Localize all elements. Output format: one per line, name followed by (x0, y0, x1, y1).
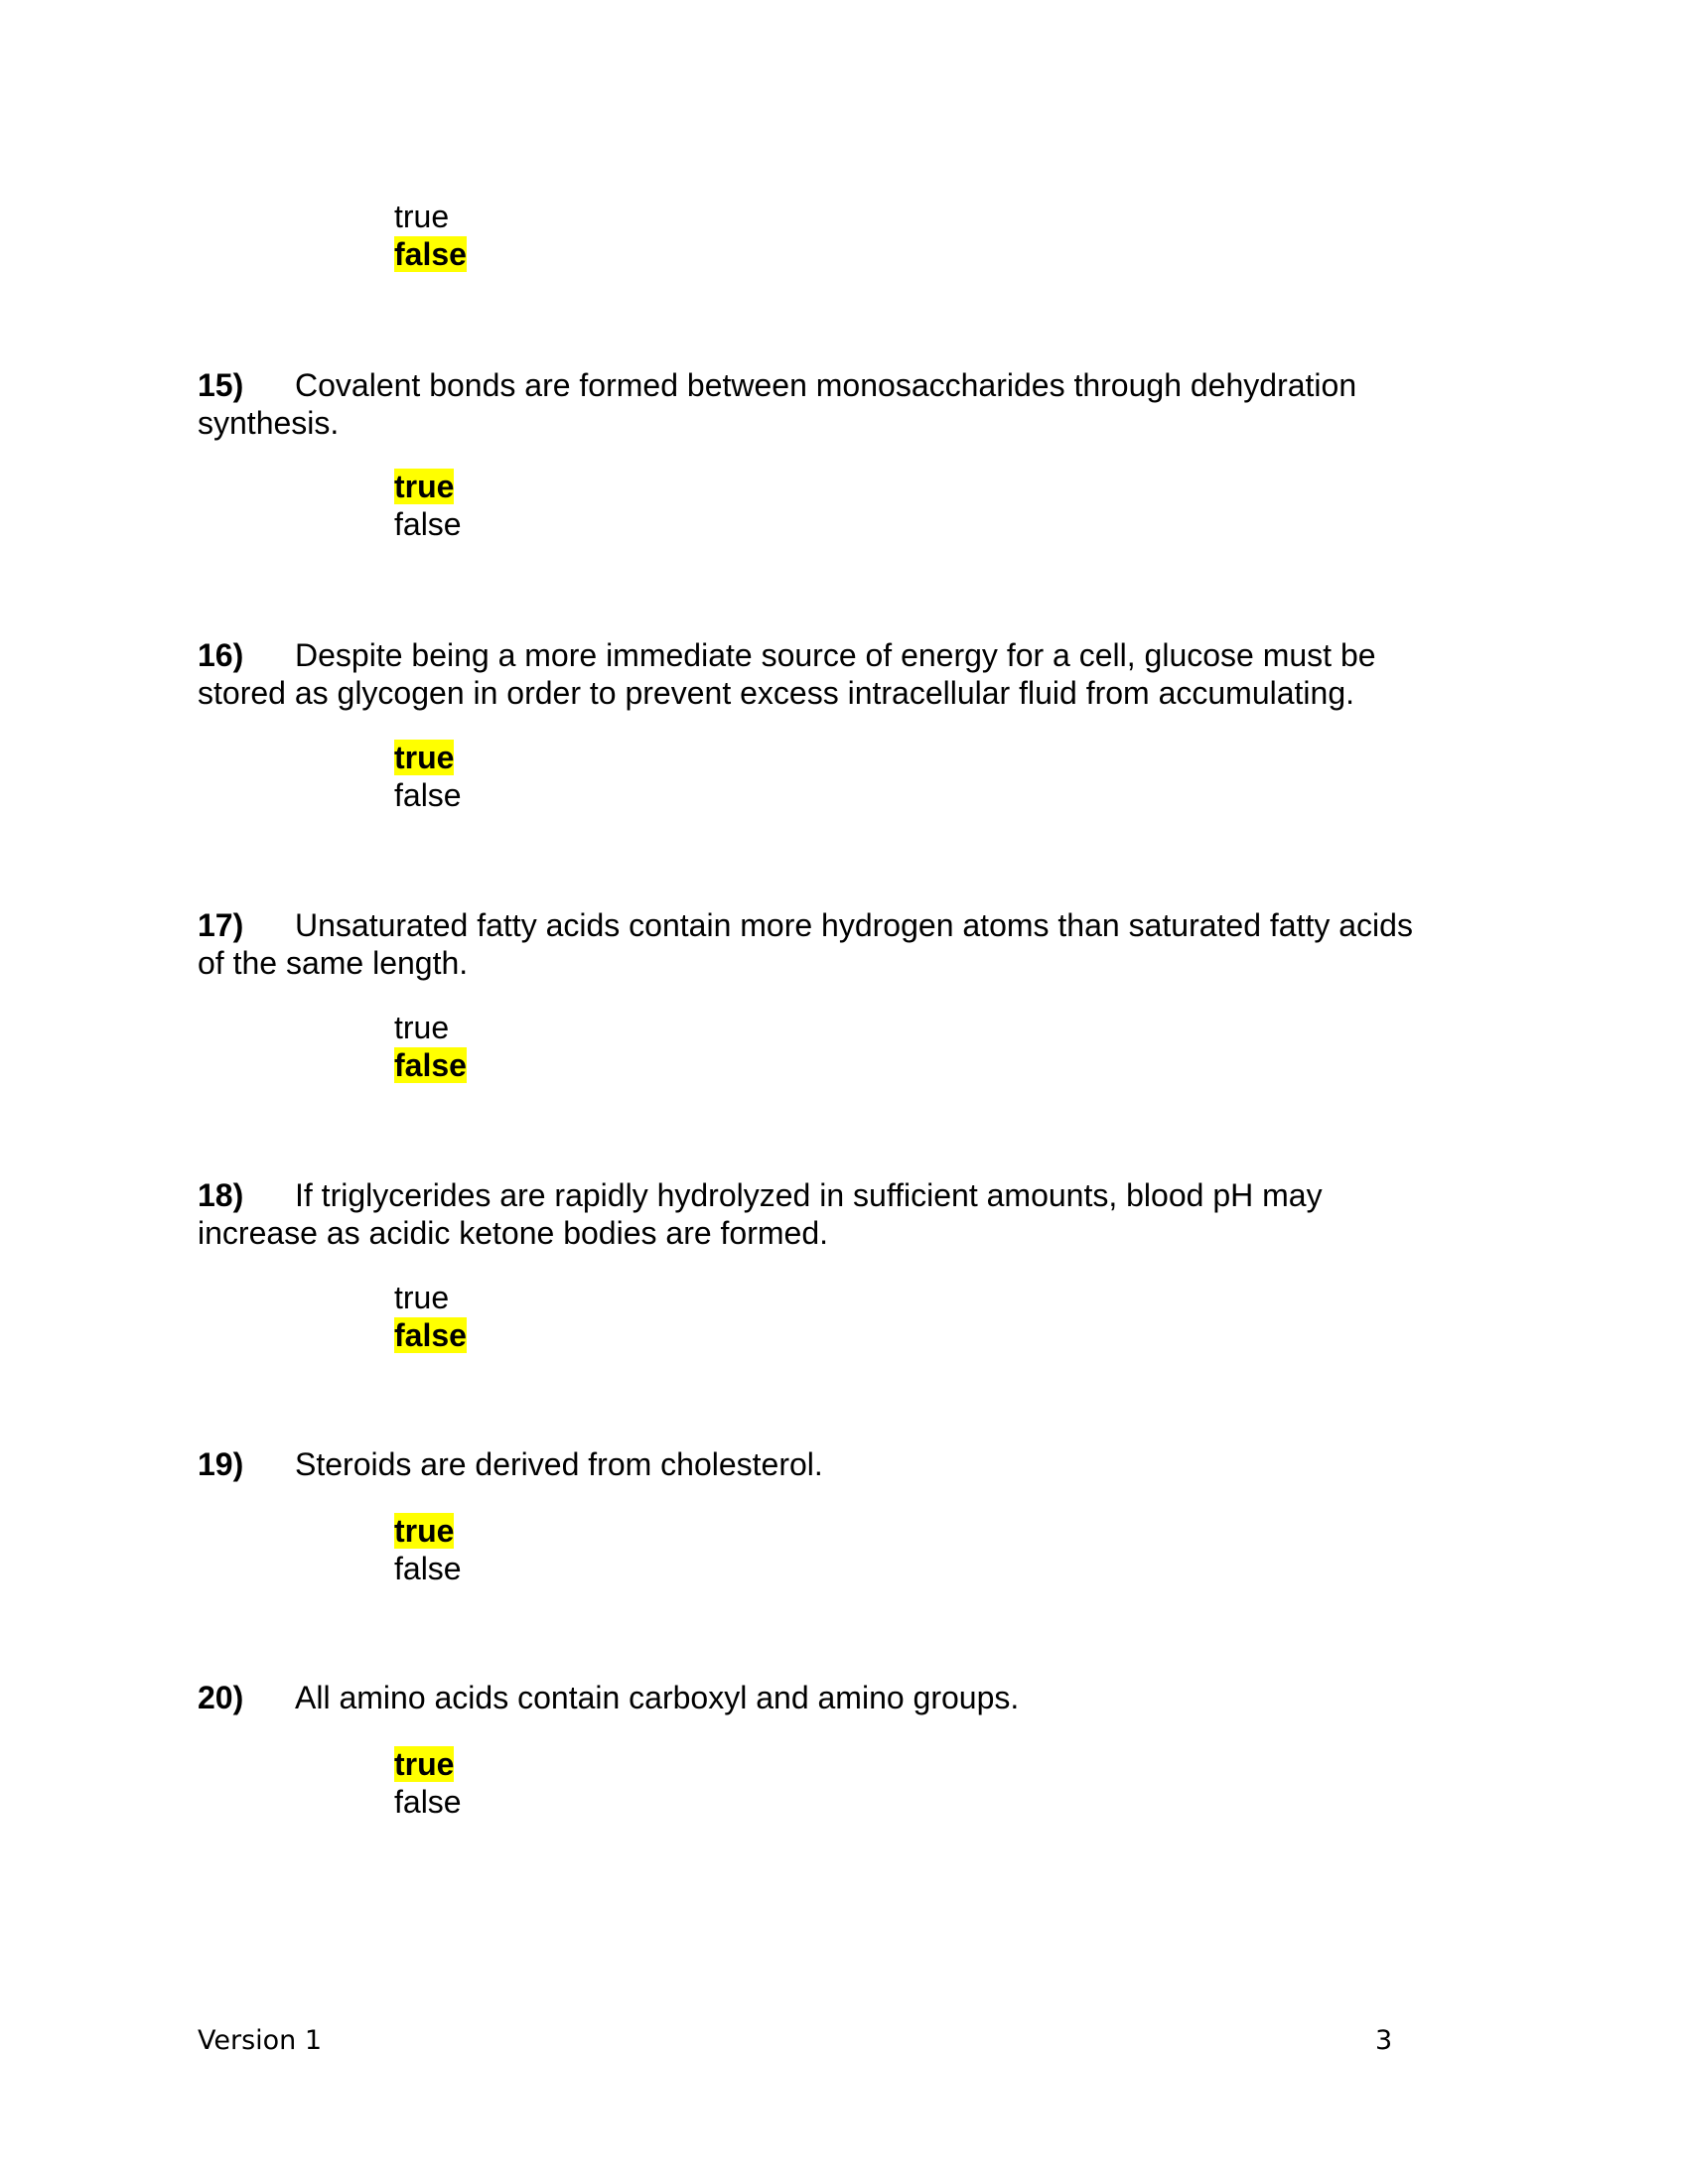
option-true (394, 468, 454, 505)
question-text (198, 366, 1356, 404)
question-line: synthesis. (198, 404, 340, 441)
question-number: 18) (198, 1177, 244, 1213)
question-number: 19) (198, 1446, 244, 1482)
option-false-label: false (394, 1046, 467, 1083)
option-false-label: false (394, 1783, 462, 1820)
option-false-label: false (394, 505, 462, 542)
option-true (394, 1009, 449, 1046)
question-line: stored as glycogen in order to prevent excess intracellular fluid from accumulating. (198, 674, 1355, 711)
question-number: 17) (198, 907, 244, 943)
option-false (394, 776, 462, 814)
question-line: of the same length. (198, 944, 469, 981)
option-false (394, 505, 462, 543)
question-text (198, 906, 1413, 944)
option-true-label: true (394, 1010, 450, 1045)
footer-page-number: 3 (1375, 2025, 1393, 2056)
option-false (394, 1783, 462, 1821)
question-line: Covalent bonds are formed between monosaccharides through dehydration (295, 367, 1357, 403)
option-false (394, 1316, 467, 1354)
option-true (394, 1512, 454, 1550)
question-text (198, 1176, 1323, 1214)
question-text-continued (198, 944, 468, 982)
question-line: All amino acids contain carboxyl and amino groups. (295, 1680, 1020, 1715)
option-false-label: false (394, 776, 462, 813)
option-true-label: true (394, 469, 455, 504)
option-false-label: false (394, 236, 467, 272)
question-line: Despite being a more immediate source of energy for a cell, glucose must be (295, 637, 1376, 673)
question-text (198, 1679, 1019, 1716)
option-true-label: true (394, 740, 455, 775)
option-false-label: false (394, 1316, 467, 1353)
question-line: increase as acidic ketone bodies are formed. (198, 1214, 829, 1251)
question-line: Unsaturated fatty acids contain more hydrogen atoms than saturated fatty acids (295, 907, 1413, 943)
question-line: Steroids are derived from cholesterol. (295, 1446, 823, 1482)
question-number: 16) (198, 637, 244, 673)
question-line: If triglycerides are rapidly hydrolyzed in sufficient amounts, blood pH may (295, 1177, 1323, 1213)
option-true (394, 198, 449, 235)
option-true (394, 1279, 449, 1316)
option-true-label: true (394, 199, 450, 234)
question-number: 15) (198, 367, 244, 403)
option-true-label: true (394, 1513, 455, 1549)
option-false (394, 1550, 462, 1587)
option-true-label: true (394, 1746, 455, 1782)
question-text (198, 1445, 823, 1483)
question-number: 20) (198, 1680, 244, 1715)
option-true (394, 739, 454, 776)
option-true-label: true (394, 1280, 450, 1315)
option-false (394, 1046, 467, 1084)
question-text-continued (198, 1214, 828, 1252)
option-true (394, 1745, 454, 1783)
question-text-continued (198, 674, 1354, 712)
option-false-label: false (394, 1550, 462, 1586)
question-text-continued (198, 404, 339, 442)
question-text (198, 636, 1376, 674)
option-false (394, 235, 467, 273)
footer-version: Version 1 (198, 2025, 323, 2056)
